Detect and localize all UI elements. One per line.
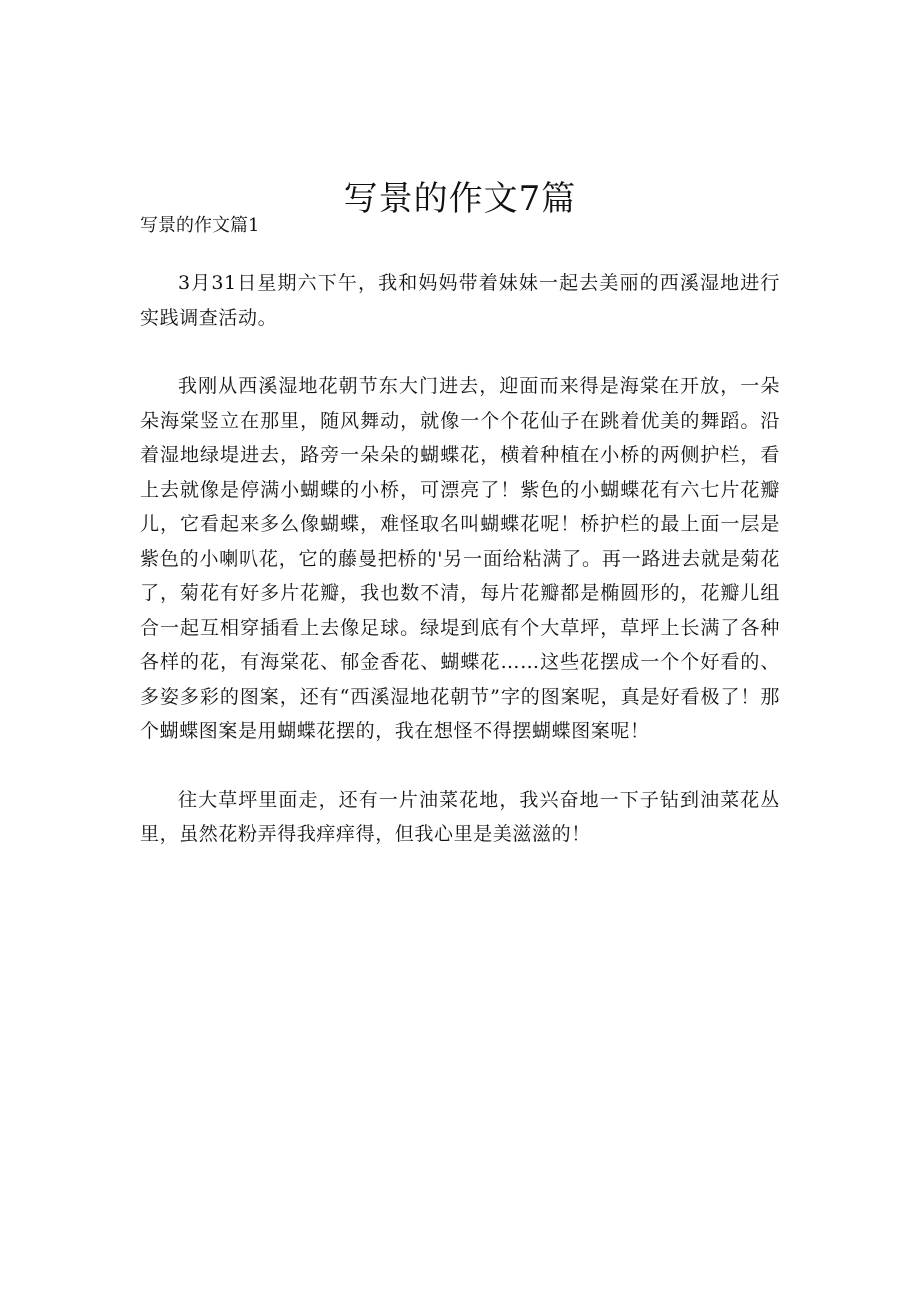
section-heading: 写景的作文篇1	[140, 215, 260, 236]
paragraph-3: 往大草坪里面走，还有一片油菜花地，我兴奋地一下子钻到油菜花丛里，虽然花粉弄得我痒痒得，但我心里是美滋滋的！	[140, 788, 780, 845]
document-title: 写景的作文7篇	[343, 178, 577, 219]
paragraph-1: 3月31日星期六下午，我和妈妈带着妹妹一起去美丽的西溪湿地进行实践调查活动。	[140, 272, 780, 329]
paragraph-2: 我刚从西溪湿地花朝节东大门进去，迎面而来得是海棠在开放，一朵朵海棠竖立在那里，随风舞动，就像一个个花仙子在跳着优美的舞蹈。沿着湿地绿堤进去，路旁一朵朵的蝴蝶花，横着种植在小桥的两侧护栏，看上去就像是停满小蝴蝶的小桥，可漂亮了！紫色的小蝴蝶花有六七片花瓣儿，它看起来多么像蝴蝶，难怪取名叫蝴蝶花呢！桥护栏的最上面一层是紫色的小喇叭花，它的藤曼把桥的'另一面给粘满了。再一路进去就是菊花了，菊花有好多片花瓣，我也数不清，每片花瓣都是椭圆形的，花瓣儿组合一起互相穿插看上去像足球。绿堤到底有个大草坪，草坪上长满了各种各样的花，有海棠花、郁金香花、蝴蝶花……这些花摆成一个个好看的、多姿多彩的图案，还有“西溪湿地花朝节”字的图案呢，真是好看极了！那个蝴蝶图案是用蝴蝶花摆的，我在想怪不得摆蝴蝶图案呢！	[140, 375, 780, 742]
document-body	[140, 266, 780, 886]
